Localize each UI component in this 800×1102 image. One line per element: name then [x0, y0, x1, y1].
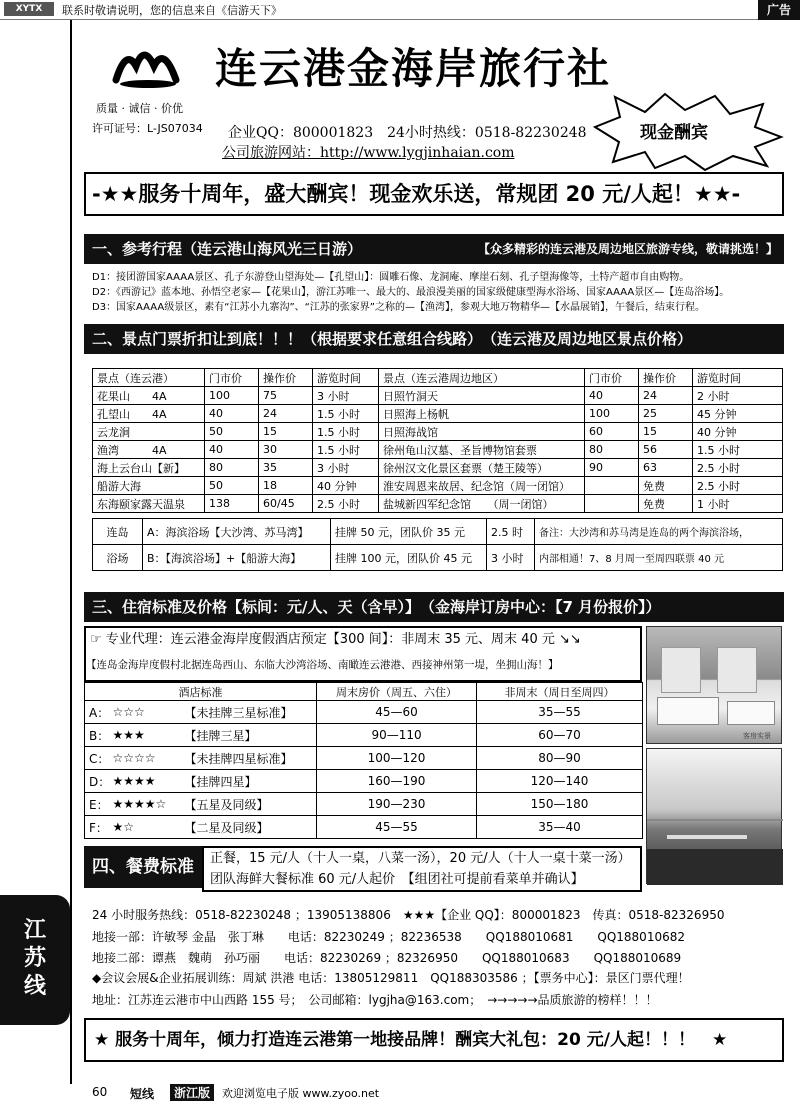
website-link[interactable]: 公司旅游网站：http://www.lygjinhaian.com [222, 145, 515, 161]
cell: 2.5 时 [487, 519, 535, 545]
cell: 80 [205, 459, 259, 477]
column-header: 景点（连云港） [93, 369, 205, 387]
column-header: 游览时间 [313, 369, 379, 387]
footer-note: 欢迎浏览电子版 www.zyoo.net [222, 1087, 380, 1100]
table-row [85, 770, 643, 793]
cell: D： [85, 770, 109, 793]
cell: E： [85, 793, 109, 816]
contact-line-4: ◆会议会展&企业拓展训练：周斌 洪港 电话：13805129811 QQ188303586 ；【票务中心】：景区门票代理！ [92, 971, 690, 985]
table-row [93, 519, 783, 545]
edition-badge: 浙江版 [170, 1084, 214, 1101]
publisher-logo: XYTX [4, 2, 54, 16]
star-rating: ★★★★☆ [109, 793, 181, 816]
itinerary-day: D1：接团游国家AAAA景区、孔子东游登山望海处—【孔望山】：圆雕石像、龙洞庵、摩崖石刻、孔子望海像等，土特产超市自由购物。 [92, 272, 690, 283]
cell: 120—140 [477, 770, 643, 793]
motto: 质量 · 诚信 · 价优 [96, 102, 183, 115]
cell: 徐州汉文化景区套票（楚王陵等） [379, 459, 585, 477]
table-row [85, 816, 643, 839]
cell: 90 [585, 459, 639, 477]
window-shape [717, 647, 757, 693]
bed-shape [727, 701, 775, 725]
cell: 渔湾 4A [93, 441, 205, 459]
hotel-agent-line [90, 631, 581, 648]
table-row [85, 793, 643, 816]
cell: 【挂牌四星】 [181, 770, 317, 793]
star-rating: ★★★ [109, 724, 181, 747]
cell: 24 [259, 405, 313, 423]
cell: 35—55 [477, 701, 643, 724]
cell: 56 [639, 441, 693, 459]
cell: 15 [259, 423, 313, 441]
top-note: 联系时敬请说明，您的信息来自《信游天下》 [62, 4, 282, 17]
region-label: 江苏线 [23, 918, 46, 999]
seaside-photo [646, 748, 782, 884]
bed-shape [657, 697, 719, 725]
star-rating: ★★★★ [109, 770, 181, 793]
cell: 40 [585, 387, 639, 405]
column-header: 酒店标准 [85, 683, 317, 701]
contact-line-2: 地接一部：许敏琴 金晶 张丁琳 电话：82230249 ；82236538 QQ188010681 QQ188010682 [92, 930, 685, 944]
arrow-down-right-icon: ↘↘ [554, 632, 581, 647]
cell: 1.5 小时 [313, 405, 379, 423]
bath-table [92, 518, 783, 571]
table-row [85, 747, 643, 770]
cell: 40 分钟 [313, 477, 379, 495]
cell: 40 分钟 [693, 423, 783, 441]
cell: 25 [639, 405, 693, 423]
cell [585, 477, 639, 495]
cash-stamp: 现金酬宾 [640, 123, 708, 143]
cell: 免费 [639, 477, 693, 495]
region-sidebar-tab [0, 895, 70, 1025]
contact-line-5: 地址：江苏连云港市中山西路 155 号； 公司邮箱：lygjha@163.com； →→→→→品质旅游的榜样！！！ [92, 993, 658, 1007]
star-rating: ☆☆☆ [109, 701, 181, 724]
cell: 60 [585, 423, 639, 441]
cell: 1.5 小时 [693, 441, 783, 459]
cell: 190—230 [317, 793, 477, 816]
horizon-line [647, 819, 783, 821]
cell: 160—190 [317, 770, 477, 793]
hand-pointer-icon: ☞ [90, 632, 106, 647]
cell: 2 小时 [693, 387, 783, 405]
agency-title: 连云港金海岸旅行社 [215, 44, 612, 93]
cell: 备注：大沙湾和苏马湾是连岛的两个海滨浴场， [535, 519, 783, 545]
cell: 15 [639, 423, 693, 441]
star-rating: ☆☆☆☆ [109, 747, 181, 770]
cell: 浴场 [93, 545, 143, 571]
cell: 45 分钟 [693, 405, 783, 423]
contact-line-1: 24 小时服务热线：0518-82230248 ；13905138806 ★★★【企业 QQ】：800001823 传真：0518-82326950 [92, 908, 725, 922]
bottom-banner: ★ 服务十周年，倾力打造连云港第一地接品牌！酬宾大礼包：20 元/人起！！！ ★ [84, 1018, 784, 1062]
cell: 盐城新四军纪念馆 （周一闭馆） [379, 495, 585, 513]
column-header: 周末房价（周五、六住） [317, 683, 477, 701]
itinerary-list [92, 270, 782, 315]
table-row [85, 724, 643, 747]
section-name: 短线 [130, 1087, 155, 1101]
itinerary-day: D2：《西游记》蓝本地、孙悟空老家—【花果山】，游江苏唯一、最大的、最浪漫美丽的国家级健康型海水浴场、国家AAAA景区—【连岛浴场】。 [92, 287, 730, 298]
cell: 淮安周恩来故居、纪念馆（周一闭馆） [379, 477, 585, 495]
section1-title: 一、参考行程（连云港山海风光三日游） [92, 240, 363, 258]
cell: 2.5 小时 [313, 495, 379, 513]
cell: 挂牌 50 元，团队价 35 元 [331, 519, 487, 545]
column-header: 操作价 [639, 369, 693, 387]
pier-shape [667, 835, 747, 839]
cell: 40 [205, 441, 259, 459]
cell: B：【海滨浴场】+【船游大海】 [143, 545, 331, 571]
cell: 18 [259, 477, 313, 495]
table-row [93, 423, 783, 441]
hotel-location: 【连岛金海岸度假村北据连岛西山、东临大沙湾浴场、南瞰连云港港、西接神州第一堤，坐拥山海！】 [86, 659, 559, 671]
cell: 90—110 [317, 724, 477, 747]
ticket-table [92, 368, 783, 513]
cell: 60—70 [477, 724, 643, 747]
cell: B： [85, 724, 109, 747]
star-rating: ★☆ [109, 816, 181, 839]
cell: 【未挂牌三星标准】 [181, 701, 317, 724]
cell: 【五星及同级】 [181, 793, 317, 816]
hotel-agent-text: 专业代理：连云港金海岸度假酒店预定【300 间】：非周末 35 元、周末 40 元 [105, 632, 555, 647]
page-number: 60 [92, 1085, 108, 1099]
column-header: 门市价 [205, 369, 259, 387]
cell: 日照海战馆 [379, 423, 585, 441]
cell: 海上云台山【新】 [93, 459, 205, 477]
photo-caption: 客房实景 [743, 732, 771, 740]
cell: 船游大海 [93, 477, 205, 495]
cell: 63 [639, 459, 693, 477]
promo-banner: -★★服务十周年，盛大酬宾！现金欢乐送，常规团 20 元/人起！★★- [84, 172, 784, 216]
cell: 30 [259, 441, 313, 459]
agency-logo-icon [112, 40, 182, 90]
cell: 150—180 [477, 793, 643, 816]
table-row [93, 477, 783, 495]
cell: 挂牌 100 元，团队价 45 元 [331, 545, 487, 571]
table-row [93, 387, 783, 405]
cell: 40 [205, 405, 259, 423]
cell: 日照竹洞天 [379, 387, 585, 405]
hotel-room-photo [646, 626, 782, 744]
cell: 35—40 [477, 816, 643, 839]
cell: 1 小时 [693, 495, 783, 513]
cell: 内部相通！7、8 月周一至周四联票 40 元 [535, 545, 783, 571]
cell: A：海滨浴场【大沙湾、苏马湾】 [143, 519, 331, 545]
meal-standard-2: 团队海鲜大餐标准 60 元/人起价 【组团社可提前看菜单并确认】 [210, 872, 584, 887]
cell: 【挂牌三星】 [181, 724, 317, 747]
table-header-row [85, 683, 643, 701]
window-shape [661, 647, 701, 693]
cell: 连岛 [93, 519, 143, 545]
cell: 50 [205, 423, 259, 441]
cell: 50 [205, 477, 259, 495]
cell: C： [85, 747, 109, 770]
cell: 【二星及同级】 [181, 816, 317, 839]
table-row [93, 495, 783, 513]
section2-header: 二、景点门票折扣让到底！！！（根据要求任意组合线路） （连云港及周边地区景点价格） [84, 324, 784, 354]
cell: 东海颐家露天温泉 [93, 495, 205, 513]
table-row [93, 441, 783, 459]
table-row [93, 545, 783, 571]
contact-line-3: 地接二部：谭燕 魏萌 孙巧丽 电话：82230269 ；82326950 QQ188010683 QQ188010689 [92, 951, 682, 965]
cell: 3 小时 [487, 545, 535, 571]
cell: 3 小时 [313, 387, 379, 405]
cell: 1.5 小时 [313, 441, 379, 459]
cell: 138 [205, 495, 259, 513]
section1-note: 【众多精彩的连云港及周边地区旅游专线，敬请挑选！】 [477, 242, 778, 256]
section4-title: 四、餐费标准 [84, 846, 202, 888]
table-row [93, 405, 783, 423]
cell: 80 [585, 441, 639, 459]
table-row [93, 459, 783, 477]
cell: F： [85, 816, 109, 839]
cell: 日照海上杨帆 [379, 405, 585, 423]
hotel-price-table [84, 682, 643, 839]
cell: 花果山 4A [93, 387, 205, 405]
cell: 100 [585, 405, 639, 423]
meal-standard-1: 正餐，15 元/人（十人一桌，八菜一汤），20 元/人（十人一桌十菜一汤） [210, 851, 631, 866]
cell: 100—120 [317, 747, 477, 770]
column-header: 操作价 [259, 369, 313, 387]
column-header: 门市价 [585, 369, 639, 387]
cell: 45—55 [317, 816, 477, 839]
cell: 徐州龟山汉墓、圣旨博物馆套票 [379, 441, 585, 459]
cell: 100 [205, 387, 259, 405]
cell [585, 495, 639, 513]
footer [70, 1084, 800, 1102]
table-header-row [93, 369, 783, 387]
contact-line: 企业QQ：800001823 24小时热线：0518-82230248 [228, 125, 587, 141]
cell: 2.5 小时 [693, 477, 783, 495]
cell: 35 [259, 459, 313, 477]
license-number: 许可证号：L-JS07034 [92, 122, 203, 135]
section3-header: 三、住宿标准及价格【标间：元/人、天（含早）】 （金海岸订房中心：【7 月份报价】） [84, 592, 784, 622]
cell: A： [85, 701, 109, 724]
cell: 云龙涧 [93, 423, 205, 441]
column-header: 非周末（周日至周四） [477, 683, 643, 701]
cell: 【未挂牌四星标准】 [181, 747, 317, 770]
section1-header [84, 234, 784, 264]
cell: 1.5 小时 [313, 423, 379, 441]
cell: 3 小时 [313, 459, 379, 477]
cell: 24 [639, 387, 693, 405]
cell: 80—90 [477, 747, 643, 770]
column-header: 景点（连云港周边地区） [379, 369, 585, 387]
railing-shape [647, 849, 783, 885]
cell: 孔望山 4A [93, 405, 205, 423]
cell: 2.5 小时 [693, 459, 783, 477]
ad-tag: 广告 [758, 0, 800, 20]
cell: 45—60 [317, 701, 477, 724]
itinerary-day: D3：国家AAAA级景区，素有“江苏小九寨沟”、“江苏的张家界”之称的—【渔湾】，参观大地万物精华—【水晶展销】，午餐后，结束行程。 [92, 302, 705, 313]
table-row [85, 701, 643, 724]
cell: 60/45 [259, 495, 313, 513]
top-bar [0, 0, 800, 20]
cell: 75 [259, 387, 313, 405]
cell: 免费 [639, 495, 693, 513]
column-header: 游览时间 [693, 369, 783, 387]
